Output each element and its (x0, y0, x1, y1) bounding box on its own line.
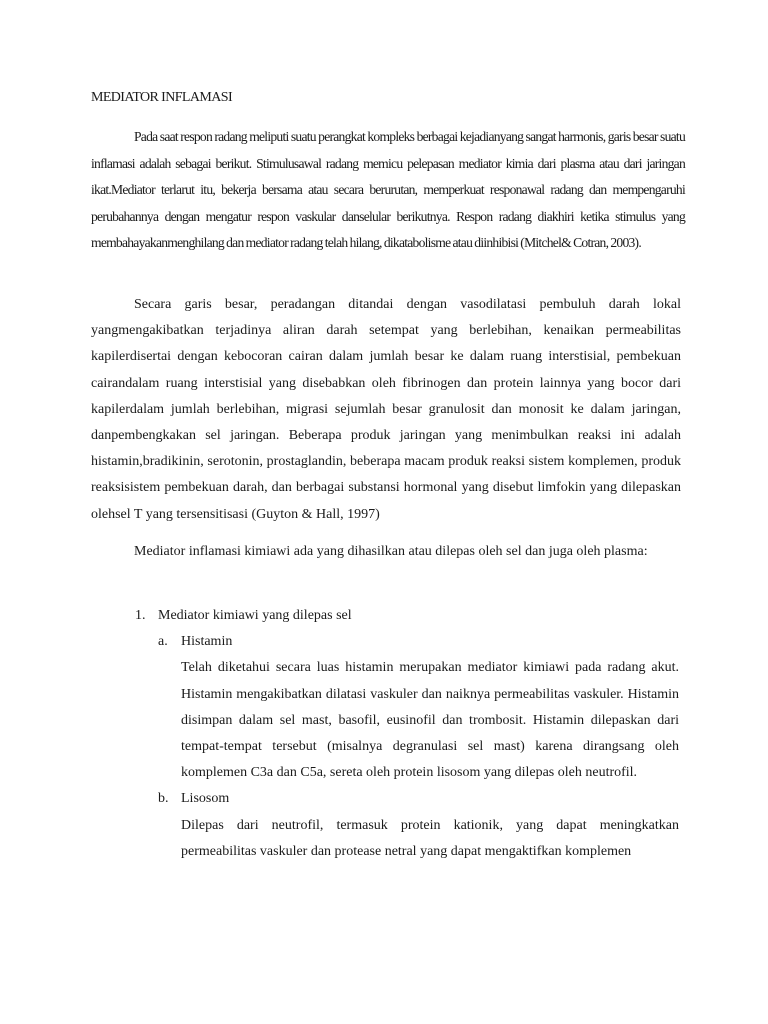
paragraph-mediator-intro: Mediator inflamasi kimiawi ada yang dihasilkan atau dilepas oleh sel dan juga oleh plasma: (134, 544, 648, 559)
paragraph-intro: Pada saat respon radang meliputi suatu perangkat kompleks berbagai kejadianyang sangat harmonis, garis besar suatu inflamasi adalah sebagai berikut. Stimulusawal radang memicu pelepasan mediator kimia dari plasma atau dari jaringan ikat.Mediator terlarut itu, bekerja bersama atau secara berurutan, memperkuat responawal radang dan mempengaruhi perubahannya dengan mengatur respon vaskular danselular berikutnya. Respon radang diakhiri ketika stimulus yang membahayakanmenghilang dan mediator radang telah hilang, dikatabolisme atau diinhibisi (Mitchel& Cotran, 2003). (91, 129, 685, 250)
sub-item-a (91, 629, 681, 655)
document-title: MEDIATOR INFLAMASI (91, 90, 233, 105)
mediator-list (91, 603, 681, 865)
sub-item-label: Histamin (181, 634, 233, 650)
list-item-label: Mediator kimiawi yang dilepas sel (158, 608, 352, 623)
list-number: 1. (135, 608, 146, 623)
sub-item-a-body: Telah diketahui secara luas histamin merupakan mediator kimiawi pada radang akut. Histamin mengakibatkan dilatasi vaskuler dan naiknya permeabilitas vaskuler. Histamin disimpan dalam sel mast, basofil, eusinofil dan trombosit. Histamin dilepaskan dari tempat-tempat tersebut (misalnya degranulasi sel mast) karena dirangsang oleh komplemen C3a dan C5a, sereta oleh protein lisosom yang dilepas oleh neutrofil. (181, 660, 679, 781)
sub-item-label: Lisosom (181, 791, 230, 807)
sub-item-b (91, 786, 681, 812)
sub-item-letter: b. (158, 791, 169, 807)
sub-item-b-body: Dilepas dari neutrofil, termasuk protein kationik, yang dapat meningkatkan permeabilitas vaskuler dan protease netral yang dapat mengaktifkan komplemen (181, 817, 679, 859)
sub-item-letter: a. (158, 634, 168, 650)
list-item-1 (91, 603, 681, 629)
paragraph-inflammation-overview: Secara garis besar, peradangan ditandai dengan vasodilatasi pembuluh darah lokal yangmengakibatkan terjadinya aliran darah setempat yang berlebihan, kenaikan permeabilitas kapilerdisertai dengan kebocoran cairan dalam jumlah besar ke dalam ruang interstisial, pembekuan cairandalam ruang interstisial yang disebabkan oleh fibrinogen dan protein lainnya yang bocor dari kapilerdalam jumlah berlebihan, migrasi sejumlah besar granulosit dan monosit ke dalam jaringan, danpembengkakan sel jaringan. Beberapa produk jaringan yang menimbulkan reaksi ini adalah histamin,bradikinin, serotonin, prostaglandin, beberapa macam produk reaksi sistem komplemen, produk reaksisistem pembekuan darah, dan berbagai substansi hormonal yang disebut limfokin yang dilepaskan olehsel T yang tersensitisasi (Guyton & Hall, 1997) (91, 297, 681, 522)
